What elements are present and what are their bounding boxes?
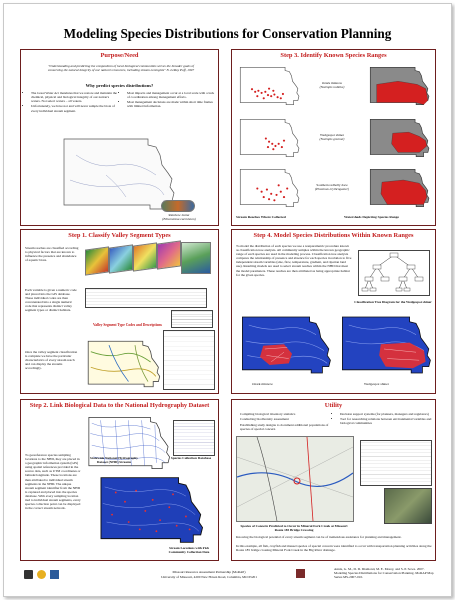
locations-label: Stream Locations with Fish Community Collection Data [168, 546, 210, 554]
citation: Annis, G. M., D. D. Diamond, M. E. Morey, and S. P. Sowa. 2007. Modeling Species Distributions for Conservation Planning. MoRAP Map Series MS-2007-010. [334, 567, 434, 580]
utility-map-caption: Species of Concern Predicted to Occur in Mineral Fork Creek at Missouri Route 185 Bridge Crossing [240, 524, 348, 532]
gis-layer-thumb [157, 240, 181, 269]
purpose-bullet: • The Great Water Act mandates that we restore and maintain the chemical, physical and biological integrity of our nation's waters. Not select waters – all waters. [31, 91, 117, 103]
step2-panel [20, 399, 219, 561]
gis-layer-thumb [109, 244, 133, 273]
poster [3, 3, 452, 597]
purpose-bullet: • Most management decisions are made within short time frames with limited information. [127, 100, 215, 108]
species-sci-label: (Etheostoma caeruleum) [162, 217, 196, 221]
university-logo [37, 570, 46, 579]
step1-item-3: Once the valley segment classification is complete we have the particular characteristics of every stream reach and can display the streams accordingly. [25, 350, 78, 371]
species-name: Ozark minnow [321, 81, 343, 85]
page-title: Modeling Species Distributions for Conservation Planning [63, 26, 392, 41]
utility-footer-text-1: Knowing the biological potential of every stream segment can be of tremendous assistance for planning and management. [236, 535, 402, 539]
step4-heading: Step 4. Model Species Distributions Within Known Ranges [253, 232, 414, 239]
utility-panel [231, 399, 436, 561]
database-label: Species Collection Database [170, 456, 212, 460]
species-points-map-2 [236, 116, 300, 160]
nhd-streams-map [83, 412, 171, 474]
caption-right: Watersheds Depicting Species Range [344, 215, 399, 219]
species-range-map-3 [366, 166, 430, 210]
species-points-map-3 [236, 166, 300, 210]
utility-bullet: • Decision support systems (for planners, managers and regulators) [340, 412, 432, 416]
route-185-map [236, 436, 354, 522]
map-label-wedgespot-shiner: Wedgespot shiner [364, 382, 389, 386]
predicted-map-wedgespot-shiner [336, 310, 432, 380]
rainbow-darter-photo [161, 200, 195, 212]
step2-heading: Step 2. Link Biological Data to the National Hydrography Dataset [29, 402, 210, 409]
utility-bullets-right [334, 412, 432, 427]
valley-segment-map [83, 338, 161, 390]
utility-bullet: • Compiling biological inventory statistics [240, 412, 330, 416]
species-database-table [173, 420, 215, 456]
morap-logo [24, 570, 33, 579]
step2-text: To georeference species sampling locations to the NHD, they are placed in a geographic information system (GIS) using spatial references provided in the source data, such as UTM coordinates or latitude/longitude. These locations are then attributed to individual stream segments in the NHD. The unique stream segment identifier from the NHD is captured and placed into the species database. With every sampling location tied to individual stream segments, every species collection point can be displayed in the correct stream network. [25, 453, 81, 511]
step1-item-1: Stream reaches are classified according to physical factors that are known to influence the presence and abundance of aquatic biota. [25, 246, 79, 263]
utility-bullet: • Establishing study designs to document additional populations of species of special concern [240, 423, 330, 431]
collection-locations-map [87, 474, 211, 546]
code-table [171, 310, 213, 328]
species-points-map-1 [236, 64, 300, 108]
partner-logo-right [296, 569, 305, 578]
purpose-bullet: • Most impacts and management occur at a local scale with a lack of coordination among management efforts. [127, 91, 215, 99]
species-label: Rainbow darter [168, 213, 190, 217]
utility-bullet: • Tool for researching relations between environmental variables and biological communities [340, 417, 432, 425]
tree-caption: Classification Tree Diagram for the Wedgespot shiner [354, 300, 432, 304]
step4-text: To model the distribution of each species we use a nonparametric procedure known as classification tree analysis. All community samples within the known geographic range of each species are used in the modeling process. Classification tree analysis compares the relationship of presence and absence for each species in relation to five independent stream variables (size, flow, temperature, gradient, and riparian land use). Resulting models are used to select stream reaches within the NHD that meet the model parameters. These reaches are then attributed as being appropriate habitat for the given species. [236, 244, 352, 277]
species-sci: (Notropis greenei) [319, 137, 345, 141]
why-heading: Why predict species distributions? [85, 83, 154, 88]
species-sci: (Notropis nubilus) [319, 85, 345, 89]
utility-bullet: • Conducting biodiversity assessment [240, 417, 330, 421]
missouri-outline-map [56, 135, 176, 213]
step3-panel [231, 49, 436, 226]
species-name: Wedgespot shiner [319, 133, 345, 137]
species-name: Southern redbelly dace [316, 183, 348, 187]
step1-item-2: Each variable is given a numeric code and placed into the GIS database. These individual codes are then concatenated into a single numeric code that represents distinct valley segment types or distinct habitats. [25, 288, 77, 313]
purpose-heading: Purpose/Need [100, 52, 139, 59]
purpose-bullets-right [121, 91, 215, 110]
purpose-panel [20, 49, 219, 226]
step1-heading: Step 1. Classify Valley Segment Types [68, 232, 171, 239]
utility-bullets-left [234, 412, 330, 432]
species-range-map-1 [366, 64, 430, 108]
step4-panel [231, 229, 436, 394]
species-sci: (Phoxinus erythrogaster) [314, 187, 350, 191]
map-label-ozark-minnow: Ozark minnow [252, 382, 273, 386]
purpose-bullets-left [25, 91, 117, 114]
predicted-map-ozark-minnow [236, 310, 332, 380]
utility-heading: Utility [324, 402, 343, 409]
route-map-lines [237, 437, 353, 521]
nhd-label: Statewide National Hydrography Dataset (NHD) Streams [90, 456, 138, 464]
utility-footer-text-2: In this example, all fish, crayfish and mussel species of special concern were identified to occur with transportation planning activities along the Route 185 bridge crossing Mineral Fork Creek in the Big River drainage. [236, 544, 432, 553]
aerial-photo [384, 488, 432, 524]
valley-segment-legend [163, 330, 215, 390]
gis-layer-thumb [85, 246, 109, 275]
org-line-2: University of Missouri, 4200 New Haven Road, Columbia, MO 65201 [161, 575, 257, 579]
step1-panel [20, 229, 219, 394]
attribute-table [85, 288, 207, 308]
step3-heading: Step 3. Identify Known Species Ranges [280, 52, 387, 59]
tree-diagram [359, 251, 429, 295]
codes-title: Valley Segment Type Codes and Descriptions [93, 323, 162, 327]
classification-tree [358, 250, 430, 296]
purpose-bullet: • Unfortunately, we have not and will never sample the biota of every individual stream segment. [31, 104, 117, 112]
partner-logo [50, 570, 59, 579]
species-of-concern-table [360, 440, 432, 486]
caption-left: Stream Reaches Where Collected [236, 215, 286, 219]
org-line-1: Missouri Resource Assessment Partnership (MoRAP) [172, 570, 246, 574]
gis-layer-thumb [133, 242, 157, 271]
purpose-quote: "Understanding and predicting the composition of local biological communities serves the broader goals of conserving the natural integrity of our nation's resources, including stream ecologists" N. LeRoy Poff, 1997 [47, 64, 195, 73]
gis-layer-thumb [181, 242, 211, 274]
species-range-map-2 [366, 116, 430, 160]
